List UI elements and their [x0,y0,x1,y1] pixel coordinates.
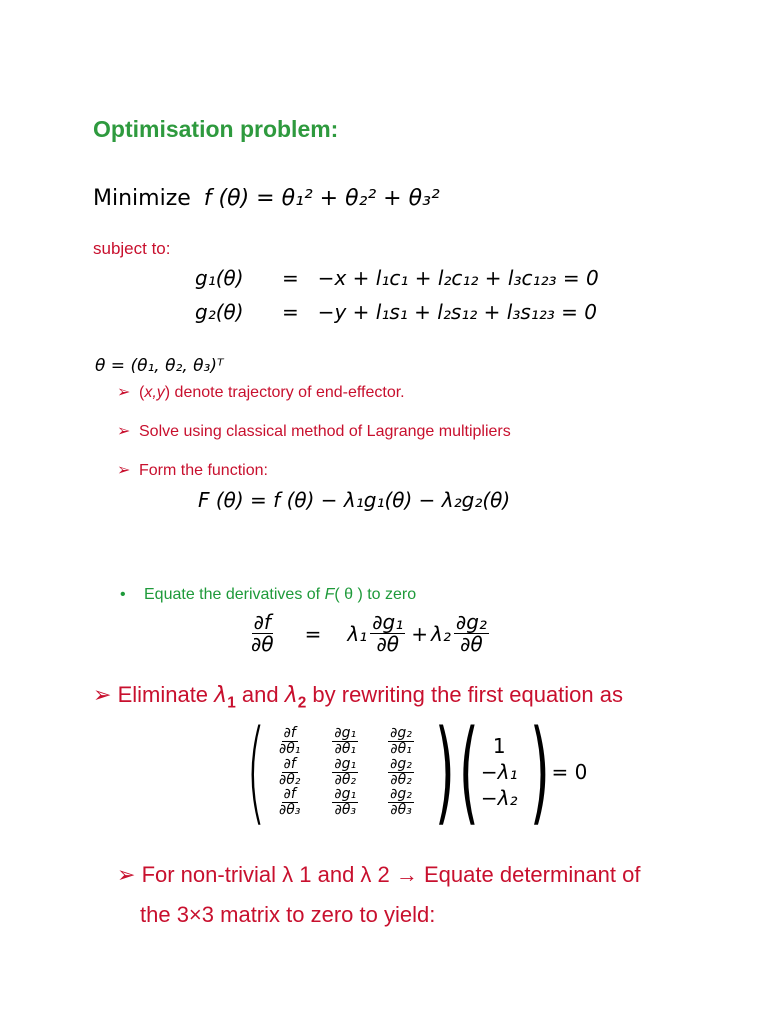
constraint-g2-eq: = [281,300,299,324]
eliminate-lambda-1: λ [214,683,228,708]
constraint-g1-lhs: g₁(θ) [195,266,244,290]
objective-expression: f (θ) = θ₁² + θ₂² + θ₃² [203,186,440,211]
final-bullet-line2: the 3×3 matrix to zero to yield: [140,902,436,927]
lambda-vector [475,733,524,811]
vector-left-paren: ( [458,707,479,837]
eliminate-text-2: by rewriting the first equation as [306,682,623,707]
constraint-g2-lhs: g₂(θ) [195,300,244,324]
bullet-form-function-text: Form the function: [139,462,268,479]
frac-denominator: ∂θ [251,632,274,656]
frac-numerator: ∂g₂ [455,610,487,634]
theta-definition: θ = (θ₁, θ₂, θ₃)ᵀ [95,356,224,376]
vector-entry: −λ₂ [480,786,518,810]
derivative-equation [246,612,492,655]
page-title: Optimisation problem: [93,116,339,142]
frac-numerator: ∂g₁ [372,610,404,634]
constraint-g1 [195,266,599,290]
arrow-bullet-icon: ➢ [117,423,131,440]
objective-label: Minimize [93,186,191,211]
final-bullet-line1 [117,862,640,888]
right-paren: ) [434,707,455,837]
eliminate-and: and [235,682,285,707]
left-paren: ( [246,707,266,837]
frac-denominator: ∂θ [460,632,483,656]
partial-derivative-matrix [262,726,429,817]
matrix-row: $\frac{\partial f}{\text{∂θ₃}}$ $\frac{\text{∂g₁}}{\text{∂θ₃}}$ $\frac{\text{∂g₂}}{\text{∂θ₃}}$ [279,786,412,818]
bullet-trajectory [117,382,405,402]
arrow-bullet-icon: ➢ [93,682,112,707]
bullet-lagrange [117,421,511,441]
bullet-trajectory-xy: x,y [144,384,165,401]
constraint-g2-rhs: −y + l₁s₁ + l₂s₁₂ + l₃s₁₂₃ = 0 [317,300,598,324]
lambda-2: λ₂ [431,621,451,646]
bullet-lagrange-text: Solve using classical method of Lagrange multipliers [139,423,511,440]
vector-entry: 1 [492,734,506,758]
eliminate-sub-2: 2 [297,694,307,712]
arrow-bullet-icon: ➢ [117,862,136,887]
dot-bullet-icon: • [120,586,126,603]
bullet-trajectory-text: ) denote trajectory of end-effector. [164,384,405,401]
final-bullet-text-1: For non-trivial λ 1 and λ 2 → Equate determinant of [141,862,641,887]
bullet-form-function [117,460,268,480]
derivative-text-pre: Equate the derivatives of [144,586,325,603]
bullet-equate-derivatives [120,586,416,604]
function-F-equation: F (θ) = f (θ) − λ₁g₁(θ) − λ₂g₂(θ) [198,488,511,512]
derivative-text-mid: ( θ ) to zero [334,586,417,603]
eliminate-sub-1: 1 [227,694,236,712]
eliminate-lambda-2: λ [284,683,298,708]
matrix-row: $\frac{\partial f}{\text{∂θ₂}}$ $\frac{\text{∂g₁}}{\text{∂θ₂}}$ $\frac{\text{∂g₂}}{\text{∂θ₂}}$ [279,755,412,788]
constraint-g1-rhs: −x + l₁c₁ + l₂c₁₂ + l₃c₁₂₃ = 0 [317,266,599,290]
vector-right-paren: ) [529,707,550,837]
arrow-bullet-icon: ➢ [117,462,131,479]
matrix-equation [240,707,588,837]
bullet-trajectory-pre: ( [139,384,145,401]
constraint-g2 [195,300,597,324]
frac-denominator: ∂θ [376,632,400,656]
arrow-bullet-icon: ➢ [117,384,131,401]
dg2-dtheta-fraction [454,612,489,655]
matrix-rhs: = 0 [551,760,588,784]
constraint-g1-eq: = [281,266,299,290]
matrix-row: $\frac{\partial f}{\text{∂θ₁}}$ $\frac{\text{∂g₁}}{\text{∂θ₁}}$ $\frac{\text{∂g₂}}{\text{∂θ₁}}$ [279,725,412,758]
eliminate-text-1: Eliminate [117,682,215,707]
lambda-1: λ₁ [347,621,368,646]
vector-entry: −λ₁ [480,760,518,784]
derivative-text-F: F [324,586,335,603]
equals-sign: = [304,621,322,646]
df-dtheta-fraction [249,612,276,655]
frac-numerator: ∂f [253,610,271,634]
dg1-dtheta-fraction [370,612,405,655]
objective-line [93,186,440,211]
plus-sign: + [411,621,429,646]
subject-to-label: subject to: [93,239,171,258]
